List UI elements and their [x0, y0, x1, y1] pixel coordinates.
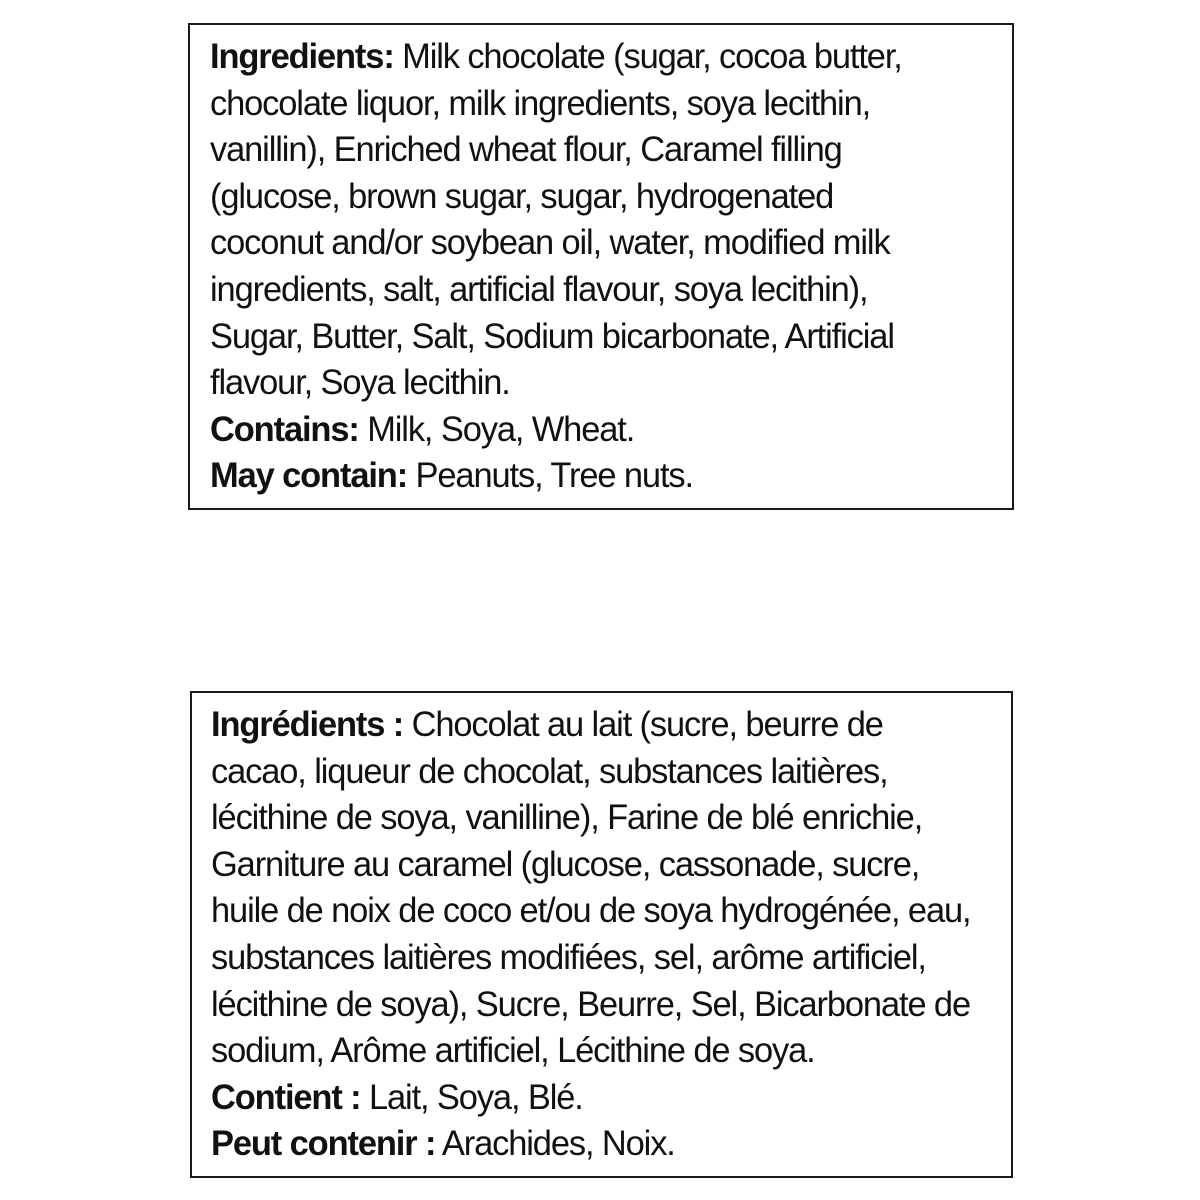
french-ingredients-text — [211, 701, 971, 1167]
french-ingredients-line-4: Garniture au caramel (glucose, cassonade, sucre, — [211, 843, 920, 884]
french-ingredients-line-6: substances laitières modifiées, sel, arôme artificiel, — [211, 936, 926, 977]
french-contains-text: Lait, Soya, Blé. — [360, 1076, 583, 1117]
french-ingredients-panel — [190, 691, 1013, 1178]
english-ingredients-line-2: chocolate liquor, milk ingredients, soya lecithin, — [210, 82, 871, 123]
french-ingredients-heading: Ingrédients : — [211, 704, 404, 744]
english-may-contain-heading: May contain: — [210, 455, 408, 496]
english-ingredients-line-3: vanillin), Enriched wheat flour, Caramel filling — [210, 129, 842, 170]
french-may-contain-line — [211, 1120, 971, 1167]
french-ingredients-line-1 — [211, 701, 971, 748]
english-contains-heading: Contains: — [210, 408, 359, 449]
english-ingredients-line-7: Sugar, Butter, Salt, Sodium bicarbonate, Artificial — [210, 315, 894, 356]
english-ingredients-line-1-text: Milk chocolate (sugar, cocoa butter, — [393, 36, 902, 76]
english-may-contain-line — [210, 452, 972, 499]
english-ingredients-line-4: (glucose, brown sugar, sugar, hydrogenated — [210, 175, 834, 216]
english-ingredients-text — [210, 33, 972, 499]
english-ingredients-line-8: flavour, Soya lecithin. — [210, 362, 510, 403]
english-ingredients-line-1 — [210, 33, 972, 80]
french-contains-line — [211, 1074, 971, 1121]
english-ingredients-line-6: ingredients, salt, artificial flavour, soya lecithin), — [210, 268, 868, 309]
english-ingredients-heading: Ingredients: — [210, 36, 394, 76]
french-ingredients-line-7: lécithine de soya), Sucre, Beurre, Sel, Bicarbonate de — [211, 983, 971, 1024]
english-contains-line — [210, 406, 972, 453]
english-contains-text: Milk, Soya, Wheat. — [358, 408, 635, 449]
french-ingredients-line-8: sodium, Arôme artificiel, Lécithine de soya. — [211, 1030, 815, 1071]
english-ingredients-panel — [188, 23, 1014, 510]
french-ingredients-line-1-text: Chocolat au lait (sucre, beurre de — [403, 704, 883, 744]
english-ingredients-line-5: coconut and/or soybean oil, water, modified milk — [210, 222, 890, 263]
english-may-contain-text: Peanuts, Tree nuts. — [407, 455, 693, 496]
french-ingredients-line-2: cacao, liqueur de chocolat, substances laitières, — [211, 750, 888, 791]
french-may-contain-heading: Peut contenir : — [211, 1123, 436, 1164]
french-contains-heading: Contient : — [211, 1076, 361, 1117]
french-may-contain-text: Arachides, Noix. — [435, 1123, 675, 1164]
french-ingredients-line-3: lécithine de soya, vanilline), Farine de blé enrichie, — [211, 797, 923, 838]
french-ingredients-line-5: huile de noix de coco et/ou de soya hydrogénée, eau, — [211, 890, 971, 931]
